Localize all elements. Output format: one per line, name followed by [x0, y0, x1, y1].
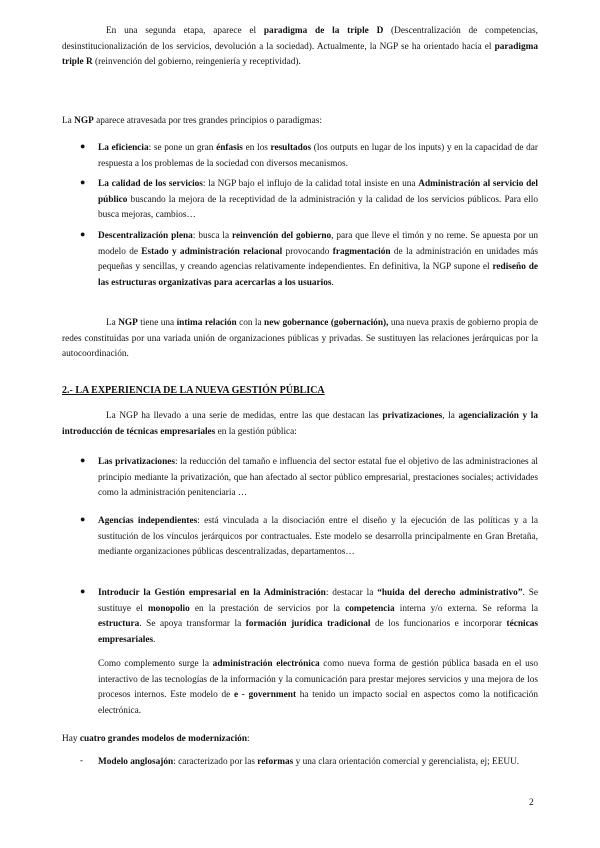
- paragraph-triple-d: En una segunda etapa, aparece el paradigma de la triple D (Descentralización de competencias, desinstitucionalización de los servicios, devolución a la sociedad). Actualmente, la NGP se ha orientado hacia el paradigma triple R (reinvención del gobierno, reingeniería y receptividad).: [62, 26, 538, 67]
- principle-efficiency: La eficiencia: se pone un gran énfasis en los resultados (los outputs en lugar de los inputs) y en la capacidad de dar respuesta a los problemas de la sociedad con diversos mecanismos.: [98, 143, 538, 169]
- principle-quality: La calidad de los servicios: la NGP bajo el influjo de la calidad total insiste en una Administración al servicio del público buscando la mejora de la receptividad de la administración y la calidad de los servicios públicos. Para ello busca mejoras, cambios…: [98, 179, 538, 220]
- paragraph-models-intro: Hay cuatro grandes modelos de modernización:: [62, 734, 250, 744]
- paragraph-measures-intro: La NGP ha llevado a una serie de medidas, entre las que destacan las privatizaciones, la agencialización y la introducción de técnicas empresariales en la gestión pública:: [62, 411, 538, 437]
- bullet-icon: ●: [80, 455, 86, 465]
- dash-marker: -: [80, 755, 83, 765]
- bullet-icon: ●: [80, 177, 86, 187]
- principle-decentralization: Descentralización plena: busca la reinvención del gobierno, para que lleve el timón y no reme. Se apuesta por un modelo de Estado y administración relacional provocando fragmentación de la administración en unidades más pequeñas y sencillas, y creando agencias relativamente independientes. En definitiva, la NGP supone el rediseño de las estructuras organizativas para acercarlas a los usuarios.: [98, 231, 539, 288]
- bullet-icon: ●: [80, 514, 86, 524]
- paragraph-e-government: Como complemento surge la administración electrónica como nueva forma de gestión pública basada en el uso interactivo de las tecnologías de la información y la comunicación para prestar mejores servicios y una mejora de los procesos internos. Este modelo de e - government ha tenido un impacto social en aspectos como la notificación electrónica.: [98, 659, 539, 716]
- bullet-icon: ●: [80, 141, 86, 151]
- section-heading: 2.- LA EXPERIENCIA DE LA NUEVA GESTIÓN PÚBLICA: [62, 385, 325, 396]
- bullet-icon: ●: [80, 229, 86, 239]
- bullet-icon: ●: [80, 586, 86, 596]
- paragraph-principles-intro: La NGP aparece atravesada por tres grandes principios o paradigmas:: [62, 116, 322, 126]
- paragraph-governance: La NGP tiene una íntima relación con la new gobernance (gobernación), una nueva praxis de gobierno propia de redes constituidas por una variada unión de organizaciones públicas y privadas. Se sustituyen las relaciones jerárquicas por la autocoordinación.: [62, 318, 539, 359]
- page-number: 2: [529, 798, 534, 808]
- measure-business-management: Introducir la Gestión empresarial en la Administración: destacar la “huida del derecho administrativo”. Se sustituye el monopolio en la prestación de servicios por la competencia interna y/o externa. Se reforma la estructura. Se apoya transformar la formación jurídica tradicional de los funcionarios e incorporar técnicas empresariales.: [98, 588, 538, 645]
- measure-agencies: Agencias independientes: está vinculada a la disociación entre el diseño y la ejecución de las políticas y a la sustitución de los vínculos jerárquicos por contractuales. Este modelo se desarrolla principalmente en Gran Bretaña, mediante organizaciones públicas descentralizadas, departamentos…: [98, 516, 538, 557]
- measure-privatizations: Las privatizaciones: la reducción del tamaño e influencia del sector estatal fue el objetivo de las administraciones al principio mediante la privatización, que han afectado al sector público empresarial, prestaciones sociales; actividades como la administración penitenciaria …: [98, 457, 538, 498]
- model-anglosaxon: Modelo anglosajón: caracterizado por las reformas y una clara orientación comercial y gerencialista, ej; EEUU.: [98, 757, 520, 767]
